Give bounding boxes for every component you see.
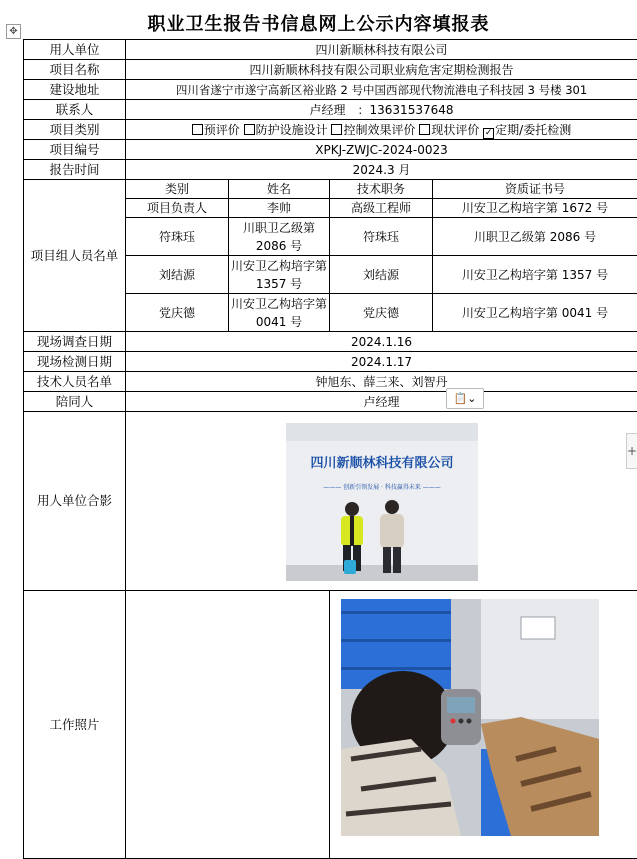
team-label: 项目组人员名单 [24, 180, 126, 332]
category-option-periodic-test[interactable]: ✓ 定期/委托检测 [484, 122, 572, 138]
checkbox-icon[interactable] [192, 124, 203, 135]
team-header-row [24, 180, 637, 199]
row-category [24, 120, 637, 140]
contact-label: 联系人 [24, 100, 126, 120]
checkbox-checked-icon[interactable]: ✓ [484, 127, 493, 138]
row-project-no [24, 140, 637, 160]
category-option-status-eval[interactable]: 现状评价 [419, 123, 479, 137]
category-options [126, 120, 637, 140]
survey-date-value[interactable]: 2024.1.16 [126, 332, 637, 352]
team-cell[interactable]: 川职卫乙级第 2086 号 [229, 218, 330, 256]
employer-label: 用人单位 [24, 40, 126, 60]
row-tech-staff [24, 372, 637, 392]
team-cell[interactable]: 川安卫乙构培字第 1672 号 [433, 199, 637, 218]
row-escort [24, 392, 637, 412]
tech-staff-value[interactable]: 钟旭东、薛三来、刘智丹 [126, 372, 637, 392]
team-cell[interactable]: 川安卫乙构培字第 1357 号 [229, 256, 330, 294]
escort-value[interactable]: 卢经理 [126, 392, 637, 412]
group-photo-cell[interactable] [126, 412, 637, 591]
address-value[interactable]: 四川省遂宁市遂宁高新区裕业路 2 号中国西部现代物流港电子科技园 3 号楼 301 [126, 80, 637, 100]
sign-text: 四川新顺林科技有限公司 [309, 456, 454, 471]
team-header-cert: 资质证书号 [433, 180, 637, 199]
escort-label: 陪同人 [24, 392, 126, 412]
team-cell[interactable]: 符珠珏 [126, 218, 229, 256]
address-label: 建设地址 [24, 80, 126, 100]
row-employer [24, 40, 637, 60]
team-header-title: 技术职务 [330, 180, 433, 199]
project-name-label: 项目名称 [24, 60, 126, 80]
tech-staff-label: 技术人员名单 [24, 372, 126, 392]
team-cell[interactable]: 高级工程师 [330, 199, 433, 218]
team-cell[interactable]: 刘结源 [330, 256, 433, 294]
category-option-protection-design[interactable]: 防护设施设计 [244, 123, 328, 137]
team-cell[interactable]: 刘结源 [126, 256, 229, 294]
team-cell[interactable]: 党庆德 [330, 294, 433, 332]
category-label: 项目类别 [24, 120, 126, 140]
paste-options-icon[interactable]: 📋⌄ [446, 388, 484, 409]
row-project-name [24, 60, 637, 80]
team-header-name: 姓名 [229, 180, 330, 199]
report-time-label: 报告时间 [24, 160, 126, 180]
team-cell[interactable]: 川安卫乙构培字第 0041 号 [229, 294, 330, 332]
row-test-date [24, 352, 637, 372]
checkbox-icon[interactable] [419, 124, 430, 135]
group-photo[interactable] [286, 423, 478, 581]
row-address [24, 80, 637, 100]
project-name-value[interactable]: 四川新顺林科技有限公司职业病危害定期检测报告 [126, 60, 637, 80]
group-photo-label: 用人单位合影 [24, 412, 126, 591]
checkbox-icon[interactable] [244, 124, 255, 135]
work-photo[interactable] [341, 599, 599, 836]
row-report-time [24, 160, 637, 180]
team-header-category: 类别 [126, 180, 229, 199]
contact-value[interactable]: 卢经理 ：13631537648 [126, 100, 637, 120]
category-option-control-effect[interactable]: 控制效果评价 [331, 123, 415, 137]
side-add-icon[interactable]: + [626, 433, 637, 469]
report-time-value[interactable]: 2024.3 月 [126, 160, 637, 180]
test-date-label: 现场检测日期 [24, 352, 126, 372]
row-survey-date [24, 332, 637, 352]
team-cell[interactable]: 李帅 [229, 199, 330, 218]
team-cell[interactable]: 川安卫乙构培字第 0041 号 [433, 294, 637, 332]
work-photo-cell[interactable] [330, 591, 637, 859]
team-cell[interactable]: 项目负责人 [126, 199, 229, 218]
row-work-photo [24, 591, 637, 859]
project-no-label: 项目编号 [24, 140, 126, 160]
report-table [23, 39, 637, 859]
team-cell[interactable]: 川安卫乙构培字第 1357 号 [433, 256, 637, 294]
page-title: 职业卫生报告书信息网上公示内容填报表 [147, 14, 490, 35]
checkbox-icon[interactable] [331, 124, 342, 135]
employer-value[interactable]: 四川新顺林科技有限公司 [126, 40, 637, 60]
work-photo-label: 工作照片 [24, 591, 126, 859]
row-contact [24, 100, 637, 120]
row-group-photo [24, 412, 637, 591]
team-cell[interactable]: 党庆德 [126, 294, 229, 332]
survey-date-label: 现场调查日期 [24, 332, 126, 352]
table-move-handle-icon[interactable]: ✥ [6, 24, 21, 39]
sign-slogan: ——— 创新引领发展 · 科技赢得未来 ——— [322, 484, 441, 491]
work-photo-empty-cell[interactable] [126, 591, 330, 859]
team-cell[interactable]: 符珠珏 [330, 218, 433, 256]
test-date-value[interactable]: 2024.1.17 [126, 352, 637, 372]
category-option-pre-eval[interactable]: 预评价 [192, 123, 240, 137]
project-no-value[interactable]: XPKJ-ZWJC-2024-0023 [126, 140, 637, 160]
team-cell[interactable]: 川职卫乙级第 2086 号 [433, 218, 637, 256]
